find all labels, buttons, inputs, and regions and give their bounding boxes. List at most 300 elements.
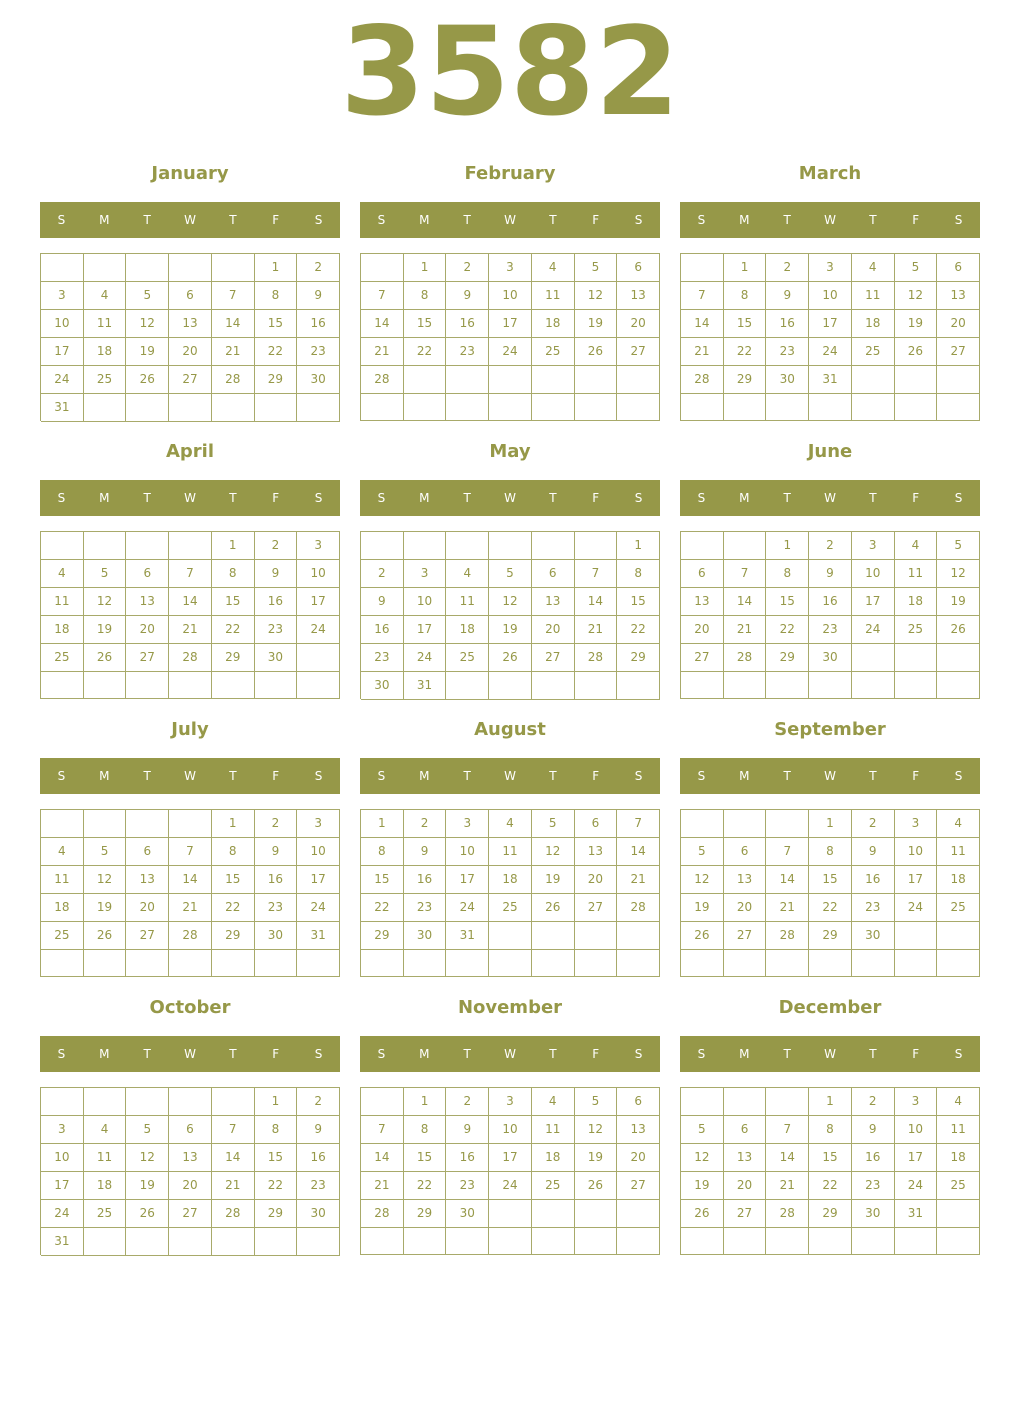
weekday-header — [360, 202, 660, 238]
day-cell: 15 — [255, 310, 298, 338]
day-cell: 3 — [404, 560, 447, 588]
day-cell: 3 — [41, 282, 84, 310]
day-cell: 25 — [84, 1200, 127, 1228]
day-cell: 28 — [681, 366, 724, 394]
empty-cell — [446, 366, 489, 394]
weekday-label: M — [419, 213, 430, 227]
day-cell: 16 — [255, 866, 298, 894]
day-cell: 2 — [255, 532, 298, 560]
empty-cell — [617, 366, 660, 394]
weekday-label: M — [739, 491, 750, 505]
day-cell: 4 — [532, 1088, 575, 1116]
day-cell: 6 — [126, 560, 169, 588]
day-cell: 8 — [212, 560, 255, 588]
day-cell: 24 — [809, 338, 852, 366]
day-cell: 10 — [895, 838, 938, 866]
weekday-header — [40, 202, 340, 238]
day-cell: 7 — [575, 560, 618, 588]
day-cell: 25 — [532, 1172, 575, 1200]
weekday-label: T — [229, 213, 237, 227]
weekday-label: M — [99, 491, 110, 505]
empty-cell — [809, 950, 852, 977]
empty-cell — [361, 254, 404, 282]
weekday-label: S — [377, 1047, 386, 1061]
weekday-label: T — [143, 769, 151, 783]
day-cell: 27 — [617, 1172, 660, 1200]
day-cell: 22 — [724, 338, 767, 366]
day-cell: 18 — [41, 616, 84, 644]
weekday-header — [360, 1036, 660, 1072]
day-cell: 19 — [126, 338, 169, 366]
day-cell: 23 — [255, 894, 298, 922]
empty-cell — [681, 672, 724, 699]
day-grid — [360, 1087, 660, 1255]
day-cell: 28 — [361, 366, 404, 394]
day-cell: 6 — [169, 1116, 212, 1144]
day-cell: 29 — [809, 922, 852, 950]
day-cell: 8 — [212, 838, 255, 866]
weekday-label: S — [377, 213, 386, 227]
day-cell: 26 — [84, 922, 127, 950]
day-cell: 1 — [212, 810, 255, 838]
day-cell: 11 — [489, 838, 532, 866]
weekday-label: T — [463, 1047, 471, 1061]
weekday-label: F — [272, 1047, 280, 1061]
empty-cell — [126, 950, 169, 977]
day-cell: 27 — [126, 922, 169, 950]
day-cell: 31 — [41, 1228, 84, 1256]
day-cell: 12 — [489, 588, 532, 616]
day-cell: 29 — [766, 644, 809, 672]
day-cell: 23 — [446, 1172, 489, 1200]
day-cell: 20 — [617, 310, 660, 338]
day-cell: 15 — [404, 1144, 447, 1172]
empty-cell — [809, 394, 852, 421]
empty-cell — [617, 1228, 660, 1255]
day-cell: 9 — [404, 838, 447, 866]
day-cell: 12 — [532, 838, 575, 866]
day-cell: 28 — [212, 366, 255, 394]
empty-cell — [446, 950, 489, 977]
weekday-label: T — [783, 769, 791, 783]
weekday-label: T — [143, 213, 151, 227]
month-title: September — [774, 719, 886, 740]
day-grid — [360, 809, 660, 977]
empty-cell — [169, 950, 212, 977]
weekday-label: F — [272, 213, 280, 227]
weekday-label: F — [592, 1047, 600, 1061]
day-cell: 25 — [895, 616, 938, 644]
weekday-label: T — [549, 769, 557, 783]
weekday-label: S — [697, 769, 706, 783]
day-cell: 8 — [809, 838, 852, 866]
day-cell: 12 — [575, 1116, 618, 1144]
day-cell: 5 — [532, 810, 575, 838]
empty-cell — [895, 644, 938, 672]
day-cell: 8 — [724, 282, 767, 310]
day-cell: 11 — [84, 1144, 127, 1172]
day-cell: 13 — [617, 282, 660, 310]
empty-cell — [255, 394, 298, 422]
month-march — [680, 162, 980, 422]
day-grid — [40, 1087, 340, 1255]
day-cell: 4 — [937, 1088, 980, 1116]
empty-cell — [489, 394, 532, 421]
day-cell: 25 — [84, 366, 127, 394]
day-cell: 20 — [169, 1172, 212, 1200]
day-grid — [680, 1087, 980, 1255]
empty-cell — [297, 644, 340, 672]
day-cell: 26 — [895, 338, 938, 366]
day-cell: 22 — [255, 1172, 298, 1200]
weekday-label: W — [824, 213, 836, 227]
day-cell: 8 — [361, 838, 404, 866]
weekday-label: S — [634, 491, 643, 505]
empty-cell — [852, 672, 895, 699]
empty-cell — [84, 950, 127, 977]
day-cell: 8 — [809, 1116, 852, 1144]
weekday-label: S — [314, 1047, 323, 1061]
weekday-label: S — [314, 213, 323, 227]
day-cell: 2 — [809, 532, 852, 560]
day-cell: 13 — [681, 588, 724, 616]
day-cell: 23 — [809, 616, 852, 644]
day-cell: 13 — [575, 838, 618, 866]
month-november — [360, 996, 660, 1256]
day-grid — [680, 809, 980, 977]
empty-cell — [895, 950, 938, 977]
day-cell: 16 — [446, 1144, 489, 1172]
day-cell: 22 — [617, 616, 660, 644]
day-cell: 5 — [681, 1116, 724, 1144]
day-cell: 4 — [446, 560, 489, 588]
day-cell: 17 — [297, 866, 340, 894]
day-cell: 10 — [404, 588, 447, 616]
empty-cell — [489, 532, 532, 560]
day-cell: 26 — [84, 644, 127, 672]
empty-cell — [297, 394, 340, 422]
empty-cell — [937, 950, 980, 977]
day-cell: 30 — [404, 922, 447, 950]
day-cell: 5 — [489, 560, 532, 588]
weekday-header — [680, 202, 980, 238]
empty-cell — [724, 1228, 767, 1255]
day-cell: 13 — [724, 1144, 767, 1172]
weekday-header — [680, 758, 980, 794]
empty-cell — [724, 1088, 767, 1116]
day-cell: 16 — [852, 1144, 895, 1172]
day-cell: 27 — [169, 1200, 212, 1228]
month-title: December — [778, 997, 882, 1018]
day-grid — [360, 531, 660, 699]
day-cell: 30 — [361, 672, 404, 700]
day-cell: 20 — [126, 616, 169, 644]
day-cell: 4 — [84, 1116, 127, 1144]
day-cell: 14 — [361, 310, 404, 338]
day-cell: 10 — [809, 282, 852, 310]
day-cell: 10 — [489, 1116, 532, 1144]
day-cell: 3 — [895, 1088, 938, 1116]
day-cell: 15 — [404, 310, 447, 338]
weekday-header — [40, 480, 340, 516]
day-cell: 1 — [212, 532, 255, 560]
day-cell: 23 — [361, 644, 404, 672]
weekday-label: S — [314, 769, 323, 783]
day-cell: 19 — [575, 1144, 618, 1172]
empty-cell — [361, 950, 404, 977]
day-cell: 28 — [617, 894, 660, 922]
day-cell: 29 — [255, 1200, 298, 1228]
day-cell: 7 — [681, 282, 724, 310]
day-cell: 25 — [446, 644, 489, 672]
day-cell: 24 — [895, 894, 938, 922]
empty-cell — [852, 394, 895, 421]
empty-cell — [681, 950, 724, 977]
day-cell: 28 — [766, 922, 809, 950]
empty-cell — [404, 950, 447, 977]
day-cell: 28 — [169, 922, 212, 950]
empty-cell — [681, 810, 724, 838]
day-cell: 3 — [809, 254, 852, 282]
day-cell: 24 — [446, 894, 489, 922]
empty-cell — [255, 950, 298, 977]
day-cell: 18 — [84, 1172, 127, 1200]
weekday-label: T — [783, 491, 791, 505]
day-cell: 12 — [126, 310, 169, 338]
day-cell: 14 — [212, 310, 255, 338]
month-may — [360, 440, 660, 700]
day-cell: 30 — [852, 1200, 895, 1228]
day-cell: 2 — [446, 1088, 489, 1116]
day-cell: 2 — [404, 810, 447, 838]
empty-cell — [41, 1088, 84, 1116]
day-cell: 11 — [84, 310, 127, 338]
day-cell: 22 — [404, 1172, 447, 1200]
day-cell: 30 — [297, 366, 340, 394]
day-cell: 16 — [297, 310, 340, 338]
day-cell: 14 — [617, 838, 660, 866]
day-cell: 13 — [937, 282, 980, 310]
day-cell: 16 — [255, 588, 298, 616]
day-cell: 18 — [489, 866, 532, 894]
day-cell: 23 — [766, 338, 809, 366]
empty-cell — [937, 922, 980, 950]
weekday-label: S — [634, 1047, 643, 1061]
empty-cell — [617, 1200, 660, 1228]
empty-cell — [126, 394, 169, 422]
month-title: October — [149, 997, 231, 1018]
day-cell: 18 — [84, 338, 127, 366]
day-cell: 10 — [446, 838, 489, 866]
day-grid — [40, 253, 340, 421]
month-october — [40, 996, 340, 1256]
day-cell: 26 — [681, 922, 724, 950]
empty-cell — [489, 950, 532, 977]
day-cell: 13 — [126, 866, 169, 894]
day-cell: 1 — [404, 254, 447, 282]
empty-cell — [766, 394, 809, 421]
day-cell: 5 — [575, 1088, 618, 1116]
day-cell: 25 — [937, 1172, 980, 1200]
empty-cell — [361, 394, 404, 421]
empty-cell — [212, 672, 255, 699]
day-cell: 6 — [575, 810, 618, 838]
day-cell: 12 — [937, 560, 980, 588]
weekday-label: T — [143, 1047, 151, 1061]
empty-cell — [404, 1228, 447, 1255]
day-cell: 25 — [852, 338, 895, 366]
empty-cell — [895, 366, 938, 394]
day-cell: 30 — [446, 1200, 489, 1228]
day-cell: 28 — [212, 1200, 255, 1228]
empty-cell — [532, 922, 575, 950]
day-cell: 30 — [766, 366, 809, 394]
day-cell: 20 — [575, 866, 618, 894]
day-cell: 19 — [681, 894, 724, 922]
day-cell: 29 — [724, 366, 767, 394]
day-cell: 1 — [766, 532, 809, 560]
day-cell: 22 — [255, 338, 298, 366]
day-cell: 17 — [489, 1144, 532, 1172]
weekday-label: W — [504, 213, 516, 227]
day-cell: 5 — [126, 1116, 169, 1144]
day-cell: 15 — [766, 588, 809, 616]
day-cell: 17 — [852, 588, 895, 616]
weekday-header — [40, 1036, 340, 1072]
day-cell: 9 — [255, 560, 298, 588]
empty-cell — [169, 254, 212, 282]
empty-cell — [489, 1228, 532, 1255]
day-cell: 14 — [169, 588, 212, 616]
day-cell: 12 — [126, 1144, 169, 1172]
day-cell: 28 — [169, 644, 212, 672]
day-cell: 20 — [169, 338, 212, 366]
day-cell: 22 — [212, 894, 255, 922]
day-cell: 26 — [575, 338, 618, 366]
empty-cell — [575, 394, 618, 421]
day-cell: 31 — [895, 1200, 938, 1228]
empty-cell — [575, 532, 618, 560]
day-cell: 21 — [575, 616, 618, 644]
empty-cell — [84, 254, 127, 282]
day-cell: 21 — [681, 338, 724, 366]
day-cell: 16 — [446, 310, 489, 338]
day-cell: 19 — [84, 894, 127, 922]
empty-cell — [895, 672, 938, 699]
empty-cell — [126, 810, 169, 838]
day-cell: 15 — [809, 1144, 852, 1172]
empty-cell — [446, 1228, 489, 1255]
day-cell: 1 — [809, 810, 852, 838]
weekday-label: T — [463, 213, 471, 227]
day-cell: 26 — [126, 1200, 169, 1228]
day-cell: 25 — [532, 338, 575, 366]
day-cell: 23 — [297, 338, 340, 366]
day-cell: 29 — [361, 922, 404, 950]
empty-cell — [617, 950, 660, 977]
day-cell: 1 — [255, 254, 298, 282]
weekday-header — [360, 758, 660, 794]
empty-cell — [169, 1228, 212, 1256]
day-cell: 10 — [41, 1144, 84, 1172]
day-cell: 26 — [575, 1172, 618, 1200]
day-cell: 30 — [297, 1200, 340, 1228]
weekday-label: S — [57, 769, 66, 783]
day-cell: 3 — [446, 810, 489, 838]
day-cell: 21 — [361, 1172, 404, 1200]
month-title: August — [474, 719, 546, 740]
day-cell: 19 — [126, 1172, 169, 1200]
day-cell: 7 — [766, 1116, 809, 1144]
empty-cell — [681, 1228, 724, 1255]
empty-cell — [937, 672, 980, 699]
day-cell: 5 — [84, 838, 127, 866]
weekday-label: T — [229, 1047, 237, 1061]
day-cell: 5 — [84, 560, 127, 588]
empty-cell — [41, 254, 84, 282]
day-cell: 11 — [532, 282, 575, 310]
day-cell: 25 — [41, 922, 84, 950]
day-cell: 7 — [617, 810, 660, 838]
day-cell: 26 — [937, 616, 980, 644]
day-cell: 6 — [617, 1088, 660, 1116]
day-cell: 14 — [361, 1144, 404, 1172]
day-cell: 16 — [361, 616, 404, 644]
weekday-label: F — [272, 769, 280, 783]
day-cell: 3 — [895, 810, 938, 838]
empty-cell — [404, 394, 447, 421]
day-cell: 4 — [41, 560, 84, 588]
empty-cell — [575, 1200, 618, 1228]
day-cell: 26 — [126, 366, 169, 394]
day-grid — [40, 531, 340, 699]
empty-cell — [895, 1228, 938, 1255]
weekday-label: M — [419, 1047, 430, 1061]
day-cell: 18 — [937, 1144, 980, 1172]
weekday-label: S — [57, 1047, 66, 1061]
empty-cell — [681, 394, 724, 421]
month-title: May — [489, 441, 531, 462]
empty-cell — [404, 532, 447, 560]
day-cell: 2 — [255, 810, 298, 838]
empty-cell — [169, 394, 212, 422]
empty-cell — [532, 1228, 575, 1255]
day-cell: 19 — [937, 588, 980, 616]
empty-cell — [126, 254, 169, 282]
empty-cell — [532, 950, 575, 977]
weekday-label: M — [419, 769, 430, 783]
weekday-label: F — [592, 491, 600, 505]
month-title: April — [165, 441, 215, 462]
day-cell: 6 — [724, 1116, 767, 1144]
empty-cell — [575, 672, 618, 700]
day-cell: 8 — [617, 560, 660, 588]
weekday-label: S — [314, 491, 323, 505]
weekday-label: S — [954, 491, 963, 505]
day-cell: 5 — [681, 838, 724, 866]
weekday-label: F — [592, 769, 600, 783]
day-cell: 23 — [297, 1172, 340, 1200]
day-cell: 12 — [575, 282, 618, 310]
day-cell: 14 — [681, 310, 724, 338]
day-cell: 10 — [297, 560, 340, 588]
month-april — [40, 440, 340, 700]
day-cell: 29 — [255, 366, 298, 394]
day-cell: 2 — [361, 560, 404, 588]
empty-cell — [617, 394, 660, 421]
day-cell: 5 — [895, 254, 938, 282]
weekday-header — [680, 480, 980, 516]
